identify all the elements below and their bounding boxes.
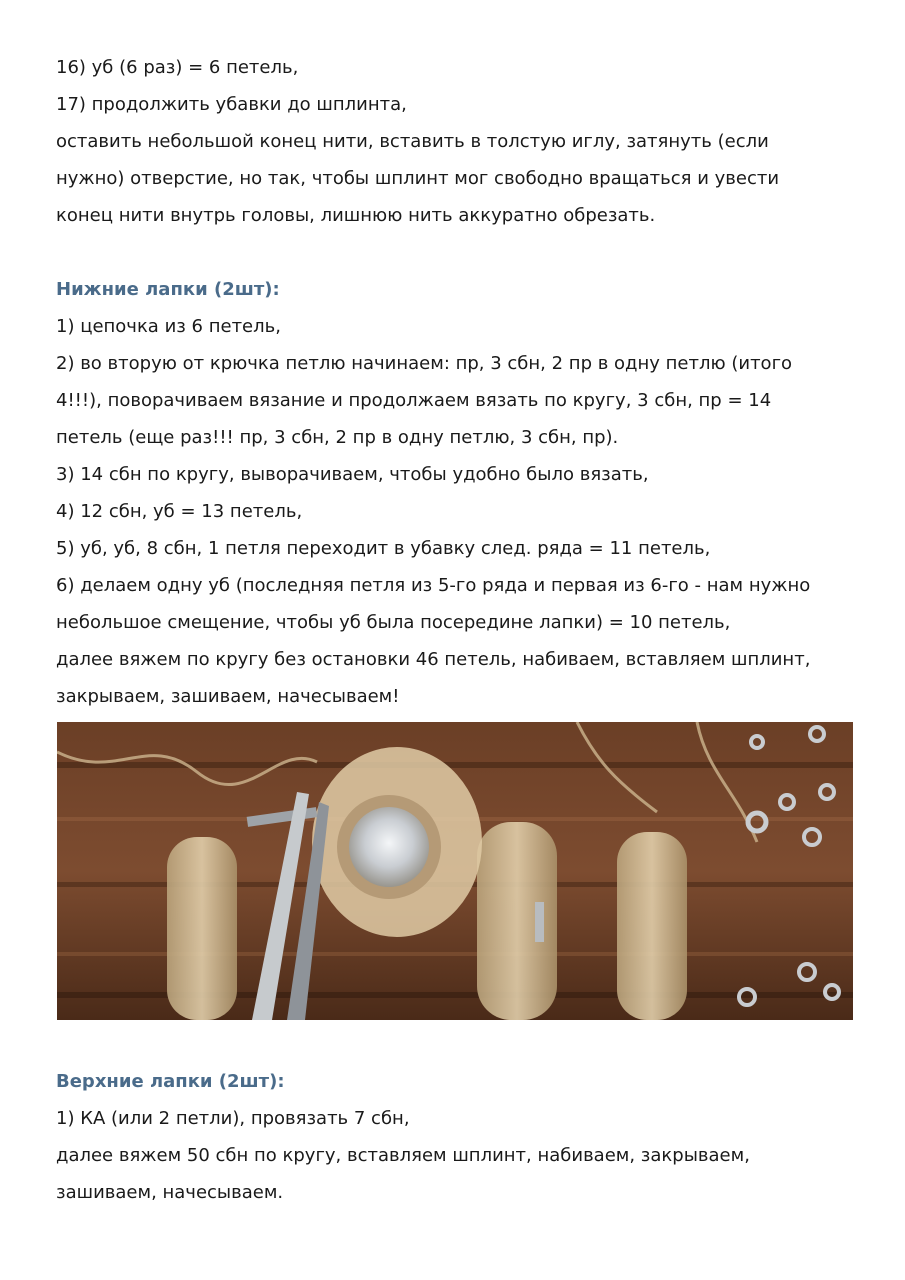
text-line: закрываем, зашиваем, начесываем! [56,686,400,707]
text-line: 6) делаем одну уб (последняя петля из 5-го ряда и первая из 6-го - нам нужно [56,575,811,596]
text-line: 16) уб (6 раз) = 6 петель, [56,57,299,78]
knitting-photo [57,722,853,1020]
text-line: петель (еще раз!!! пр, 3 сбн, 2 пр в одну петлю, 3 сбн, пр). [56,427,619,448]
text-line: 4) 12 сбн, уб = 13 петель, [56,501,303,522]
text-line: 4!!!), поворачиваем вязание и продолжаем вязать по кругу, 3 сбн, пр = 14 [56,390,772,411]
text-line: нужно) отверстие, но так, чтобы шплинт мог свободно вращаться и увести [56,168,780,189]
section-heading-lower-legs: Нижние лапки (2шт): [56,279,280,300]
text-line: конец нити внутрь головы, лишнюю нить аккуратно обрезать. [56,205,656,226]
text-line: зашиваем, начесываем. [56,1182,284,1203]
text-line: 1) цепочка из 6 петель, [56,316,281,337]
text-line: оставить небольшой конец нити, вставить в толстую иглу, затянуть (если [56,131,769,152]
text-line: 5) уб, уб, 8 сбн, 1 петля переходит в убавку след. ряда = 11 петель, [56,538,711,559]
text-line: небольшое смещение, чтобы уб была посередине лапки) = 10 петель, [56,612,731,633]
text-line: 1) КА (или 2 петли), провязать 7 сбн, [56,1108,410,1129]
text-line: 3) 14 сбн по кругу, выворачиваем, чтобы удобно было вязать, [56,464,649,485]
text-line: далее вяжем 50 сбн по кругу, вставляем шплинт, набиваем, закрываем, [56,1145,750,1166]
section-heading-upper-legs: Верхние лапки (2шт): [56,1071,285,1092]
text-line: 17) продолжить убавки до шплинта, [56,94,407,115]
text-line: 2) во вторую от крючка петлю начинаем: пр, 3 сбн, 2 пр в одну петлю (итого [56,353,793,374]
text-line: далее вяжем по кругу без остановки 46 петель, набиваем, вставляем шплинт, [56,649,811,670]
